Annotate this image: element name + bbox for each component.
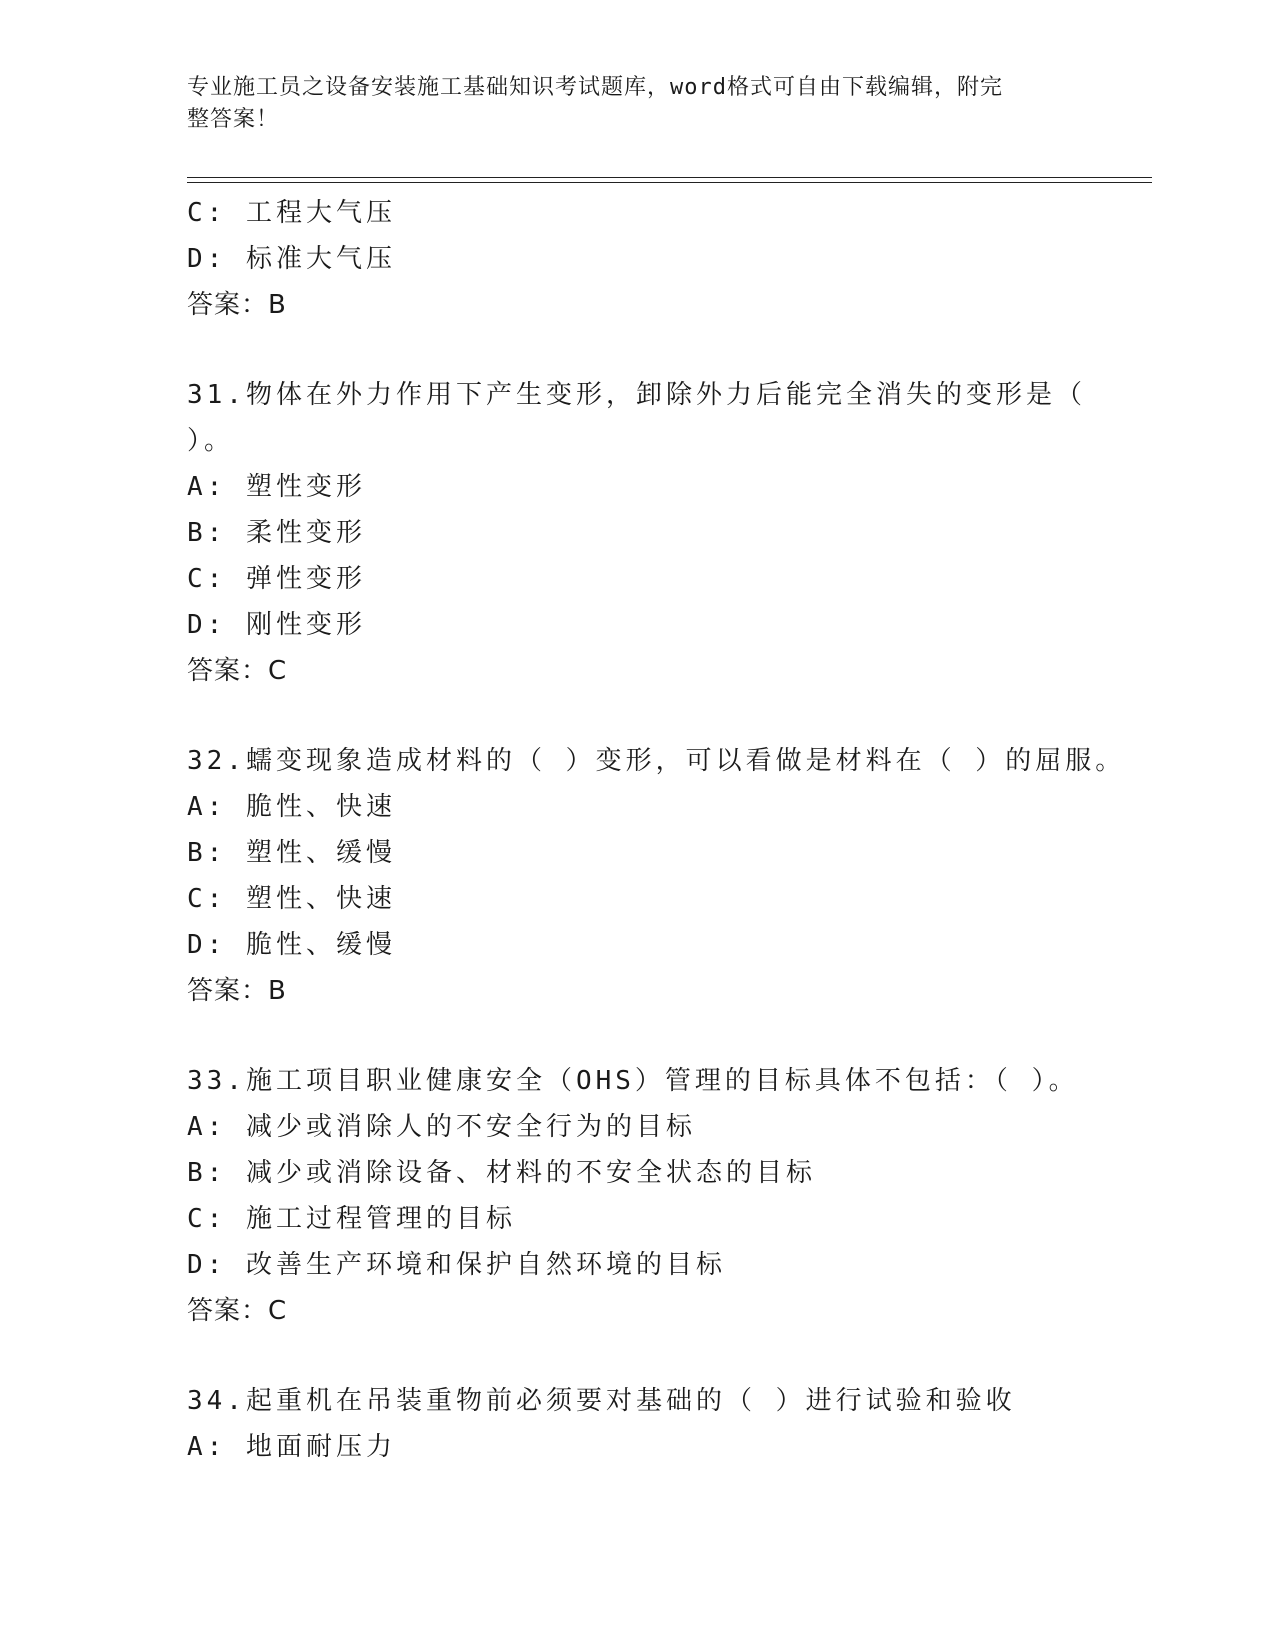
header-line-1: 专业施工员之设备安装施工基础知识考试题库，word格式可自由下载编辑，附完 [187,75,1003,100]
option-a: A: 塑性变形 [187,472,366,502]
spacer [187,1014,1087,1058]
option-c: C: 塑性、快速 [187,884,396,914]
option-b: B: 减少或消除设备、材料的不安全状态的目标 [187,1158,816,1188]
question-stem: 32.蠕变现象造成材料的（ ）变形，可以看做是材料在（ ）的屈服。 [187,746,1126,776]
question-stem: 33.施工项目职业健康安全（OHS）管理的目标具体不包括：（ ）。 [187,1066,1079,1096]
question-34 [187,1378,1087,1470]
spacer [187,1334,1087,1378]
header-divider-bottom [187,182,1152,183]
question-31 [187,372,1087,694]
question-stem: 31.物体在外力作用下产生变形，卸除外力后能完全消失的变形是（ [187,380,1086,410]
header-line-2: 整答案！ [187,107,280,132]
option-d: D: 刚性变形 [187,610,366,640]
option-d: D: 标准大气压 [187,244,396,274]
question-stem: 34.起重机在吊装重物前必须要对基础的（ ）进行试验和验收 [187,1386,1016,1416]
question-stem-continued: ）。 [187,426,235,456]
header-divider-top [187,177,1152,178]
option-d: D: 改善生产环境和保护自然环境的目标 [187,1250,726,1280]
option-c: C: 工程大气压 [187,198,396,228]
option-c: C: 施工过程管理的目标 [187,1204,516,1234]
previous-question-tail [187,190,1087,328]
answer-line: 答案：B [187,976,287,1006]
question-33 [187,1058,1087,1334]
option-c: C: 弹性变形 [187,564,366,594]
question-content [187,190,1126,1470]
option-a: A: 减少或消除人的不安全行为的目标 [187,1112,696,1142]
question-32 [187,738,1126,1014]
spacer [187,694,1087,738]
option-a: A: 脆性、快速 [187,792,396,822]
answer-line: 答案：B [187,290,287,320]
option-b: B: 柔性变形 [187,518,366,548]
document-header [187,72,1067,136]
answer-line: 答案：C [187,656,288,686]
spacer [187,328,1087,372]
option-d: D: 脆性、缓慢 [187,930,396,960]
answer-line: 答案：C [187,1296,288,1326]
option-b: B: 塑性、缓慢 [187,838,396,868]
option-a: A: 地面耐压力 [187,1432,396,1462]
